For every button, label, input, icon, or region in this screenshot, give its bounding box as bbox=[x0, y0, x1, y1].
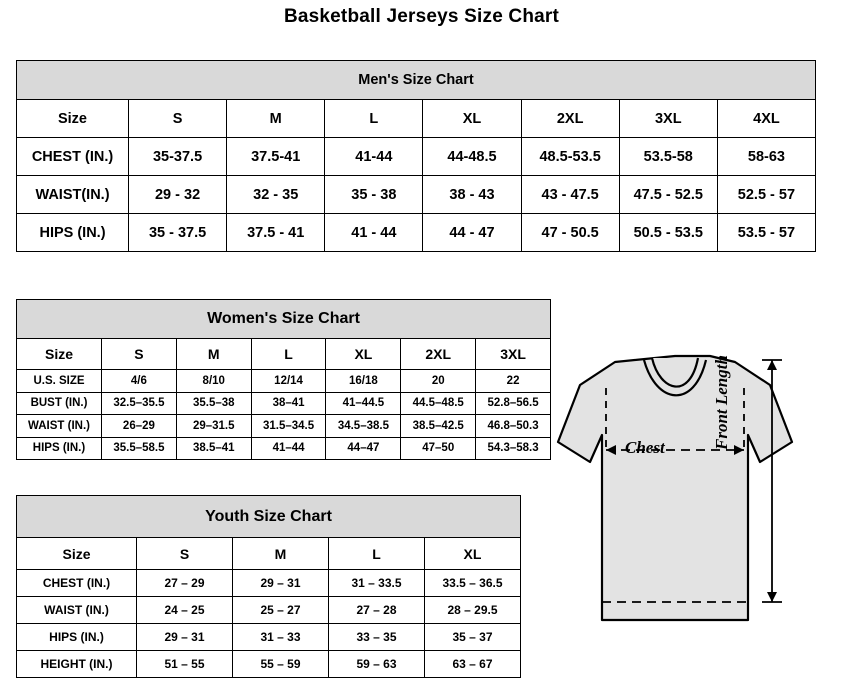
column-header-3xl: 3XL bbox=[476, 339, 551, 370]
cell: 41 - 44 bbox=[325, 214, 423, 252]
cell: 47–50 bbox=[401, 437, 476, 460]
cell: 59 – 63 bbox=[329, 651, 425, 678]
table-caption-row bbox=[17, 300, 551, 339]
cell: 43 - 47.5 bbox=[521, 176, 619, 214]
cell: 55 – 59 bbox=[233, 651, 329, 678]
table-header-row bbox=[17, 339, 551, 370]
cell: 44.5–48.5 bbox=[401, 392, 476, 415]
cell: 27 – 28 bbox=[329, 597, 425, 624]
cell: 35 – 37 bbox=[425, 624, 521, 651]
cell: 58-63 bbox=[717, 138, 815, 176]
cell: 44-48.5 bbox=[423, 138, 521, 176]
row-label-hips: HIPS (IN.) bbox=[17, 624, 137, 651]
jersey-measurement-diagram bbox=[540, 330, 840, 675]
cell: 44–47 bbox=[326, 437, 401, 460]
cell: 29–31.5 bbox=[176, 415, 251, 438]
table-row bbox=[17, 570, 521, 597]
cell: 25 – 27 bbox=[233, 597, 329, 624]
table-row bbox=[17, 370, 551, 393]
cell: 41–44.5 bbox=[326, 392, 401, 415]
column-header-3xl: 3XL bbox=[619, 100, 717, 138]
row-label-hips: HIPS (IN.) bbox=[17, 214, 129, 252]
cell: 37.5-41 bbox=[227, 138, 325, 176]
table-row bbox=[17, 624, 521, 651]
cell: 37.5 - 41 bbox=[227, 214, 325, 252]
cell: 35.5–38 bbox=[176, 392, 251, 415]
column-header-size: Size bbox=[17, 538, 137, 570]
column-header-2xl: 2XL bbox=[401, 339, 476, 370]
cell: 35 - 37.5 bbox=[129, 214, 227, 252]
cell: 47 - 50.5 bbox=[521, 214, 619, 252]
table-row bbox=[17, 597, 521, 624]
chest-measure-label: Chest bbox=[625, 438, 665, 457]
table-row bbox=[17, 392, 551, 415]
column-header-m: M bbox=[176, 339, 251, 370]
cell: 27 – 29 bbox=[137, 570, 233, 597]
page-title: Basketball Jerseys Size Chart bbox=[283, 6, 560, 27]
cell: 34.5–38.5 bbox=[326, 415, 401, 438]
column-header-s: S bbox=[102, 339, 177, 370]
column-header-l: L bbox=[329, 538, 425, 570]
cell: 38 - 43 bbox=[423, 176, 521, 214]
column-header-xl: XL bbox=[425, 538, 521, 570]
cell: 31 – 33.5 bbox=[329, 570, 425, 597]
column-header-l: L bbox=[251, 339, 326, 370]
column-header-size: Size bbox=[17, 339, 102, 370]
cell: 53.5-58 bbox=[619, 138, 717, 176]
mens-size-chart-table bbox=[16, 60, 816, 252]
womens-table-caption: Women's Size Chart bbox=[17, 300, 551, 339]
cell: 26–29 bbox=[102, 415, 177, 438]
cell: 41-44 bbox=[325, 138, 423, 176]
cell: 33.5 – 36.5 bbox=[425, 570, 521, 597]
cell: 48.5-53.5 bbox=[521, 138, 619, 176]
jersey-outline-icon bbox=[540, 330, 840, 675]
cell: 20 bbox=[401, 370, 476, 393]
column-header-size: Size bbox=[17, 100, 129, 138]
cell: 51 – 55 bbox=[137, 651, 233, 678]
row-label-chest: CHEST (IN.) bbox=[17, 138, 129, 176]
youth-table-caption: Youth Size Chart bbox=[17, 496, 521, 538]
cell: 38–41 bbox=[251, 392, 326, 415]
cell: 52.5 - 57 bbox=[717, 176, 815, 214]
cell: 38.5–42.5 bbox=[401, 415, 476, 438]
cell: 24 – 25 bbox=[137, 597, 233, 624]
cell: 63 – 67 bbox=[425, 651, 521, 678]
table-header-row bbox=[17, 538, 521, 570]
youth-size-chart-table bbox=[16, 495, 521, 678]
cell: 41–44 bbox=[251, 437, 326, 460]
cell: 32 - 35 bbox=[227, 176, 325, 214]
table-caption-row bbox=[17, 496, 521, 538]
cell: 53.5 - 57 bbox=[717, 214, 815, 252]
row-label-waist: WAIST (IN.) bbox=[17, 597, 137, 624]
table-caption-row bbox=[17, 61, 816, 100]
cell: 35.5–58.5 bbox=[102, 437, 177, 460]
row-label-waist: WAIST (IN.) bbox=[17, 415, 102, 438]
column-header-m: M bbox=[233, 538, 329, 570]
cell: 44 - 47 bbox=[423, 214, 521, 252]
cell: 54.3–58.3 bbox=[476, 437, 551, 460]
cell: 29 – 31 bbox=[233, 570, 329, 597]
column-header-l: L bbox=[325, 100, 423, 138]
column-header-4xl: 4XL bbox=[717, 100, 815, 138]
cell: 50.5 - 53.5 bbox=[619, 214, 717, 252]
table-row bbox=[17, 415, 551, 438]
column-header-s: S bbox=[137, 538, 233, 570]
cell: 31.5–34.5 bbox=[251, 415, 326, 438]
row-label-bust: BUST (IN.) bbox=[17, 392, 102, 415]
mens-table-caption: Men's Size Chart bbox=[17, 61, 816, 100]
cell: 33 – 35 bbox=[329, 624, 425, 651]
cell: 29 - 32 bbox=[129, 176, 227, 214]
table-row bbox=[17, 437, 551, 460]
cell: 35-37.5 bbox=[129, 138, 227, 176]
row-label-us-size: U.S. SIZE bbox=[17, 370, 102, 393]
row-label-waist: WAIST(IN.) bbox=[17, 176, 129, 214]
cell: 52.8–56.5 bbox=[476, 392, 551, 415]
cell: 22 bbox=[476, 370, 551, 393]
cell: 38.5–41 bbox=[176, 437, 251, 460]
column-header-m: M bbox=[227, 100, 325, 138]
table-row bbox=[17, 138, 816, 176]
table-row bbox=[17, 214, 816, 252]
cell: 32.5–35.5 bbox=[102, 392, 177, 415]
row-label-height: HEIGHT (IN.) bbox=[17, 651, 137, 678]
cell: 35 - 38 bbox=[325, 176, 423, 214]
cell: 46.8–50.3 bbox=[476, 415, 551, 438]
row-label-chest: CHEST (IN.) bbox=[17, 570, 137, 597]
front-length-measure-label: Front Length bbox=[712, 355, 731, 450]
womens-size-chart-table bbox=[16, 299, 551, 460]
row-label-hips: HIPS (IN.) bbox=[17, 437, 102, 460]
table-header-row bbox=[17, 100, 816, 138]
cell: 31 – 33 bbox=[233, 624, 329, 651]
table-row bbox=[17, 176, 816, 214]
cell: 28 – 29.5 bbox=[425, 597, 521, 624]
column-header-xl: XL bbox=[326, 339, 401, 370]
column-header-2xl: 2XL bbox=[521, 100, 619, 138]
cell: 47.5 - 52.5 bbox=[619, 176, 717, 214]
column-header-s: S bbox=[129, 100, 227, 138]
cell: 29 – 31 bbox=[137, 624, 233, 651]
cell: 16/18 bbox=[326, 370, 401, 393]
cell: 12/14 bbox=[251, 370, 326, 393]
table-row bbox=[17, 651, 521, 678]
cell: 8/10 bbox=[176, 370, 251, 393]
cell: 4/6 bbox=[102, 370, 177, 393]
column-header-xl: XL bbox=[423, 100, 521, 138]
